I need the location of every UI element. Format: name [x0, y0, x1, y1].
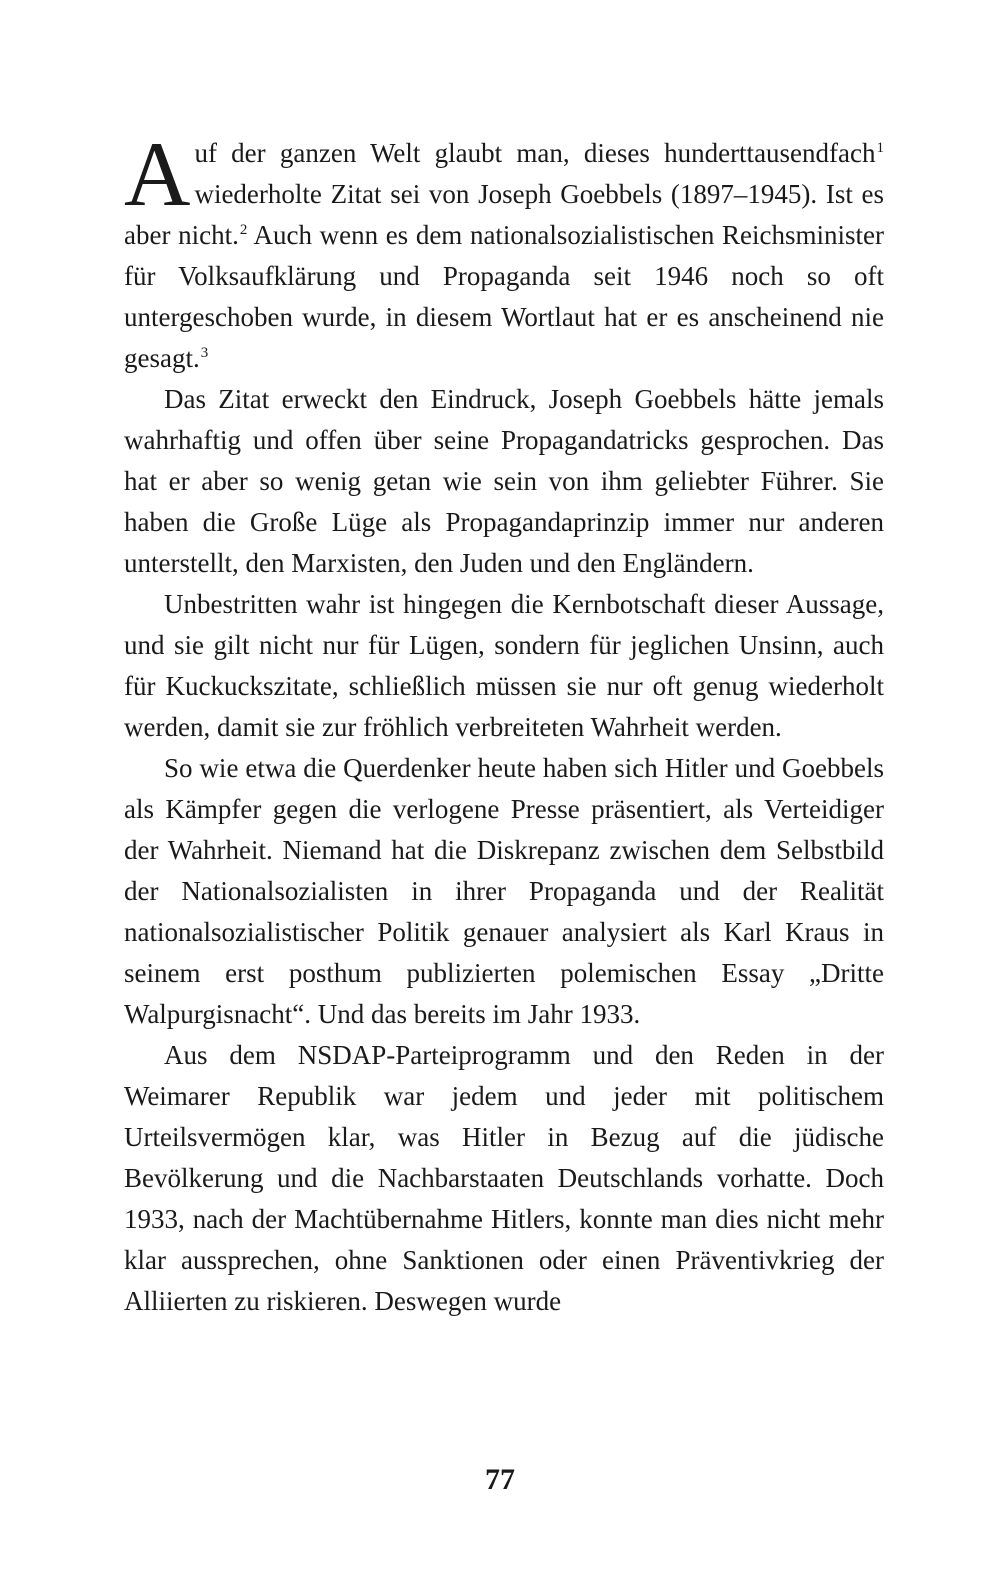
footnote-marker[interactable]: 1 — [876, 140, 884, 156]
text-run: Auch wenn es dem nationalsozialistischen Reichsminister für Volksaufklärung und Propaganda seit 1946 noch so oft untergeschoben wurde, in diesem Wortlaut hat er es anscheinend nie gesagt. — [124, 220, 884, 373]
footnote-marker[interactable]: 3 — [200, 345, 209, 361]
page-number: 77 — [485, 1463, 515, 1496]
paragraph — [124, 123, 884, 379]
paragraph — [124, 748, 884, 1035]
text-run: Das Zitat erweckt den Eindruck, Joseph Goebbels hätte jemals wahrhaftig und offen über seine Propagandatricks gesprochen. Das hat er aber so wenig getan wie sein von ihm geliebter Führer. Sie haben die Große Lüge als Propagandaprinzip immer nur anderen unterstellt, den Marxisten, den Juden und den Engländern. — [124, 384, 884, 578]
text-run: uf der ganzen Welt glaubt man, dieses hunderttausendfach — [194, 138, 876, 168]
paragraph — [124, 584, 884, 748]
text-run: wiederholte Zitat sei von Joseph Goebbels (1897–1945). Ist es aber nicht. — [124, 179, 884, 250]
text-run: Aus dem NSDAP-Parteiprogramm und den Reden in der Weimarer Republik war jedem und jeder mit politischem Urteilsvermögen klar, was Hitler in Bezug auf die jüdische Bevölkerung und die Nachbarstaaten Deutschlands vorhatte. Doch 1933, nach der Machtübernahme Hitlers, konnte man dies nicht mehr klar aussprechen, ohne Sanktionen oder einen Präventivkrieg der Alliierten zu riskieren. Deswegen wurde — [124, 1040, 884, 1316]
paragraph — [124, 379, 884, 584]
drop-cap: A — [124, 123, 191, 225]
paragraph — [124, 1035, 884, 1322]
text-run: So wie etwa die Querdenker heute haben sich Hitler und Goebbels als Kämpfer gegen die verlogene Presse präsentiert, als Verteidiger der Wahrheit. Niemand hat die Diskrepanz zwischen dem Selbstbild der Nationalsozialisten in ihrer Propaganda und der Realität nationalsozialistischer Politik genauer analysiert als Karl Kraus in seinem erst posthum publizierten polemischen Essay „Dritte Walpurgisnacht“. Und das bereits im Jahr 1933. — [124, 753, 884, 1029]
footnote-marker[interactable]: 2 — [239, 222, 248, 238]
body-text — [124, 123, 884, 1322]
text-run: Unbestritten wahr ist hingegen die Kernbotschaft dieser Aussage, und sie gilt nicht nur für Lügen, sondern für jeglichen Unsinn, auch für Kuckuckszitate, schließlich müssen sie nur oft genug wiederholt werden, damit sie zur fröhlich verbreiteten Wahrheit werden. — [124, 589, 884, 742]
